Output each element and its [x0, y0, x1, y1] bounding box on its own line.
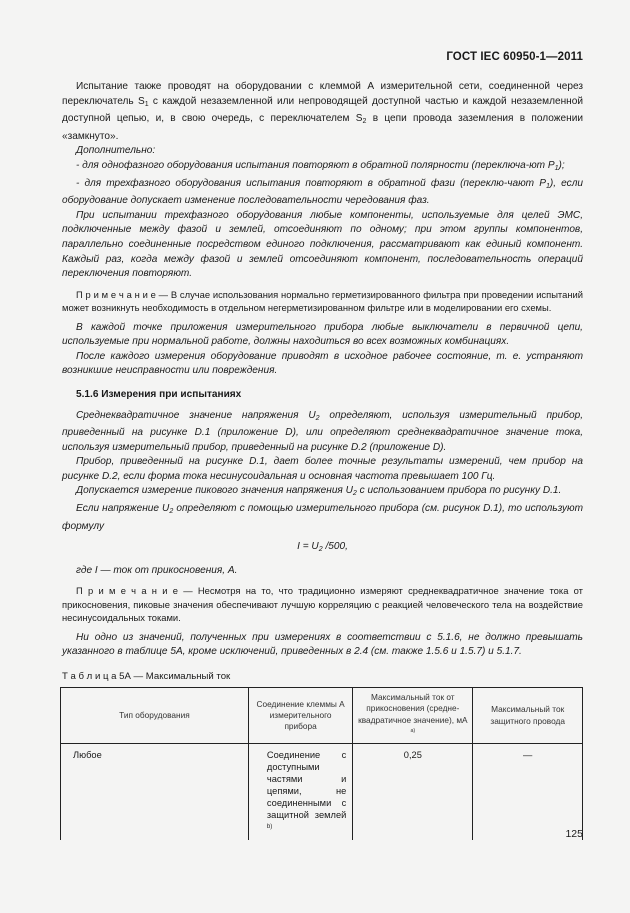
cell-equipment-type: Любое	[61, 744, 249, 841]
header-max-touch-current: Максимальный ток от прикосновения (средне-квадратичное значение), мА $^{a)}$	[353, 688, 473, 744]
cell-protective-current: —	[473, 744, 583, 841]
table-row	[61, 744, 583, 841]
cell-connection: Соединение с доступными частями и цепями, не соединенными с защитной землей $^{b)}$	[248, 744, 352, 841]
paragraph-single-phase: - для однофазного оборудования испытания повторяют в обратной полярности (переключа-ют $P_1$);	[76, 159, 565, 172]
section-heading-5-1-6: 5.1.6 Измерения при испытаниях	[76, 388, 242, 400]
paragraph-additionally: Дополнительно:	[76, 145, 156, 157]
paragraph-emc-components: При испытании трехфазного оборудования любые компоненты, используемые для целей ЭМС, подключенные между фазой и землей, отсоединяют по одному; при этом группы компонентов, параллельно соединенные посредством единого подключения, рассматривают как единый компонент. Каждый раз, когда между фазой и землей отсоединяют компонент, последовательность операций переключения повторяют.	[62, 209, 583, 280]
body-text	[62, 80, 583, 660]
paragraph-test-setup: Испытание также проводят на оборудовании с клеммой А измерительной сети, соединенной через переключатель $S_1$ с каждой незаземленной или непроводящей доступной частью и каждой незаземленной доступной цепью, и, в свою очередь, с переключателем $S_2$ в цепи провода заземления в положении «замкнуто».	[62, 81, 584, 142]
header-terminal-connection: Соединение клеммы А измерительного прибора	[248, 688, 352, 744]
standard-header: ГОСТ IEC 60950-1—2011	[446, 51, 583, 63]
paragraph-three-phase: - для трехфазного оборудования испытания повторяют в обратной фази (переклю-чают $P_1$), если оборудование допускает изменение последовательности чередования фаз.	[62, 177, 584, 207]
paragraph-rms-voltage: Среднеквадратичное значение напряжения $U_2$ определяют, используя измерительный прибор, приведенный на рисунке D.1 (приложение D), или определяют среднеквадратичное значение тока, используя измерительный прибор, приведенный на рисунке D.2 (приложение D).	[62, 409, 583, 453]
paragraph-where: где I — ток от прикосновения, А.	[76, 564, 238, 576]
cell-touch-current: 0,25	[353, 744, 473, 841]
paragraph-limits: Ни одно из значений, полученных при измерениях в соответствии с 5.1.6, не должно превышать указанного в таблице 5А, кроме исключений, приведенных в 2.4 (см. также 1.5.6 и 1.5.7) и 5.1.7.	[62, 631, 583, 658]
note-filter: П р и м е ч а н и е — В случае использования нормально герметизированного фильтра при проведении испытаний может возникнуть необходимость в отдельном негерметизированном фильтре или в моделировании его схемы.	[62, 288, 583, 314]
header-equipment-type: Тип оборудования	[61, 688, 249, 744]
header-max-protective-current: Максимальный ток защитного провода	[473, 688, 583, 744]
paragraph-switch-combinations: В каждой точке приложения измерительного прибора любые выключатели в первичной цепи, используемые при нормальной работе, должны находиться во всех возможных комбинациях.	[62, 321, 583, 348]
note-peak-values: П р и м е ч а н и е — Несмотря на то, что традиционно измеряют среднеквадратичное значение тока от прикосновения, пиковые значения обеспечивают лучшую корреляцию с реакцией человеческого тела на воздействие несинусоидальных токами.	[62, 585, 583, 624]
paragraph-after-measurement: После каждого измерения оборудование приводят в исходное рабочее состояние, т. е. устраняют возникшие неисправности или повреждения.	[62, 350, 583, 377]
paragraph-peak-voltage: Допускается измерение пикового значения напряжения $U_2$ с использованием прибора по рисунку D.1.	[76, 485, 562, 498]
table-5a	[60, 687, 583, 840]
page-number: 125	[565, 828, 583, 840]
paragraph-instrument-accuracy: Прибор, приведенный на рисунке D.1, дает более точные результаты измерений, чем прибор на рисунке D.2, если форма тока несинусоидальная и основная частота превышает 100 Гц.	[62, 456, 583, 482]
paragraph-formula-intro: Если напряжение $U_2$ определяют с помощью измерительного прибора (см. рисунок D.1), то используют формулу	[62, 503, 584, 532]
formula: $I = U_2$ /500,	[297, 541, 348, 554]
table-caption: Т а б л и ц а 5А — Максимальный ток	[62, 671, 231, 682]
table-header-row	[61, 688, 583, 744]
